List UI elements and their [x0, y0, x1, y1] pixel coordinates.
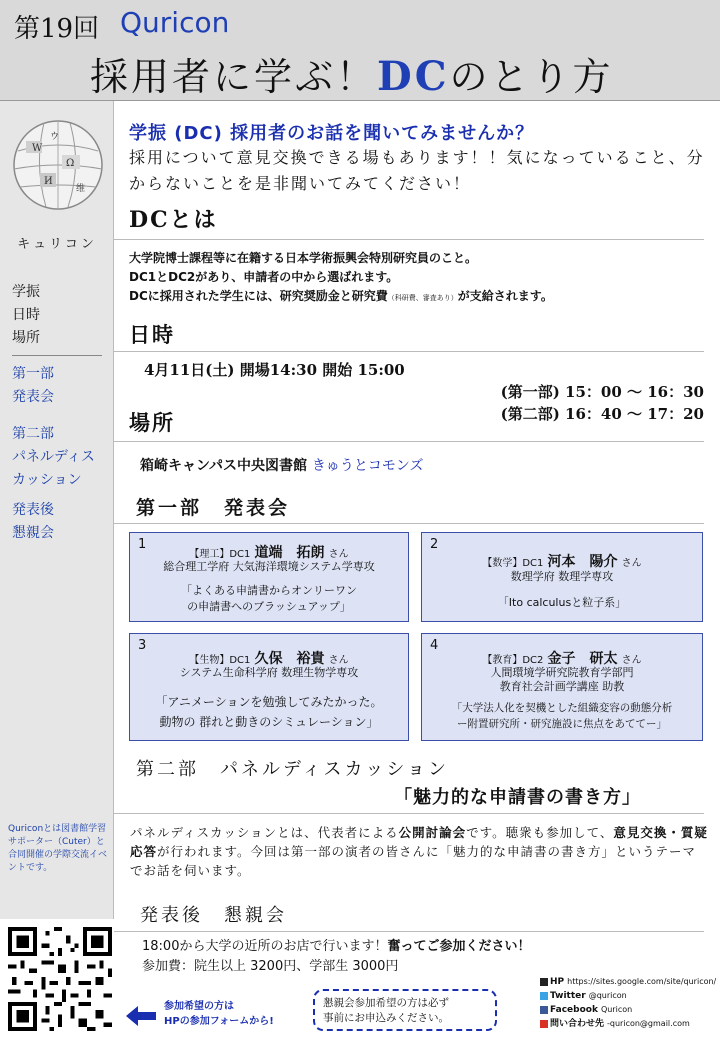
panel-description [130, 823, 708, 880]
party-line-1 [142, 937, 530, 957]
part-times [501, 381, 704, 425]
intro-lead: 学振 (DC) 採用者のお話を聞いてみませんか？ [129, 123, 535, 144]
speaker-affiliation-line: 教育社会計画学講座 助教 [499, 680, 625, 693]
speaker-heading [422, 648, 702, 668]
speaker-number: 3 [138, 638, 147, 653]
dc-line-2: DC1とDC2があり、申請者の中から選ばれます。 [129, 270, 399, 284]
speaker-affiliation: 総合理工学府 大気海洋環境システム学専攻 [163, 560, 375, 573]
title-pre: 採用者に学ぶ！ [90, 55, 378, 99]
signup-hint-line-1: 参加希望の方は [164, 1001, 234, 1012]
issue-number: 第19回 [14, 14, 100, 44]
title-post: のとり方 [449, 55, 614, 99]
contact-twitter[interactable] [540, 989, 718, 1003]
speaker-affiliation: 数理学府 数理学専攻 [510, 570, 614, 583]
panel-text-qa: 意見交換・質疑応答 [130, 825, 708, 859]
sidebar-note: Quriconとは図書館学習サポーター（Cuter）と合同開催の学際交流イベントです。 [8, 824, 108, 873]
venue [140, 455, 424, 475]
signup-hint-line-2: HPの参加フォームから! [164, 1016, 274, 1027]
contact-email[interactable] [540, 1017, 718, 1031]
sidebar-caption: キュリコン [17, 237, 97, 252]
speaker-heading [130, 542, 408, 562]
venue-name: 箱崎キャンパス中央図書館 [140, 458, 312, 474]
svg-text:ウ: ウ [50, 132, 60, 142]
speaker-topic-line: ー附置研究所・研究施設に焦点をあててー」 [457, 718, 667, 730]
schedule-date: 4月11日(土) 開場14:30 開始 15:00 [144, 361, 405, 379]
dc-line-1: 大学院博士課程等に在籍する日本学術振興会特別研究員のこと。 [129, 251, 478, 265]
panel-text-c: です。聴衆も参加して、 [466, 825, 614, 840]
qr-code-icon[interactable] [8, 927, 112, 1031]
contact-label: 問い合わせ先 [550, 1019, 605, 1029]
speaker-topic [422, 700, 702, 732]
speaker-topic-line: 「Ito calculusと粒子系」 [497, 596, 627, 609]
twitter-icon [540, 992, 548, 1000]
sidebar-divider [12, 355, 102, 356]
speaker-number: 2 [430, 537, 439, 552]
svg-text:维: 维 [76, 184, 86, 194]
panel-theme: 「魅力的な申請書の書き方」 [394, 787, 641, 808]
speaker-affiliation [422, 666, 702, 694]
speaker-tag: 【教育】DC2 [482, 655, 544, 666]
dc-line-3 [129, 287, 719, 308]
contact-hp[interactable] [540, 975, 718, 989]
dc-description [129, 249, 719, 308]
globe-logo-icon [4, 111, 112, 223]
footer [0, 919, 720, 1040]
sidebar-item-part2[interactable]: 第二部 [12, 426, 54, 442]
dc-line-3a: DCに採用された学生には、研究奨励金と研究費 [129, 289, 388, 303]
svg-text:И: И [44, 176, 53, 187]
speaker-card-4 [421, 633, 703, 741]
home-icon [540, 978, 548, 986]
section-rule [114, 239, 704, 240]
speaker-name: 河本 陽介 [547, 554, 618, 570]
panel-text-public-debate: 公開討論会 [398, 825, 467, 840]
speaker-topic [130, 583, 408, 615]
dc-line-3-note: （科研費、審査あり） [387, 294, 458, 302]
sidebar-item-presentations[interactable]: 発表会 [12, 389, 54, 405]
section-title-part2: 第二部 パネルディスカッション [136, 759, 450, 780]
signup-hint[interactable] [120, 997, 310, 1031]
facebook-icon [540, 1006, 548, 1014]
contact-value: https://sites.google.com/site/quricon/ [567, 977, 717, 986]
speaker-honorific: さん [328, 549, 349, 560]
party-line-1a: 18:00から大学の近所のお店で行います！ [142, 939, 388, 954]
svg-text:W: W [32, 143, 43, 154]
sidebar [0, 101, 114, 919]
speaker-name: 久保 裕貴 [254, 651, 325, 667]
sidebar-item-panel[interactable]: パネルディス [12, 449, 95, 465]
contact-value: @quricon [588, 991, 627, 1000]
speaker-card-1 [129, 532, 409, 622]
header [0, 0, 720, 101]
sidebar-group-part1[interactable] [12, 363, 54, 409]
speaker-topic [130, 692, 408, 732]
speaker-honorific: さん [621, 655, 642, 666]
speaker-name: 金子 研太 [547, 651, 618, 667]
dc-line-3b: が支給されます。 [457, 289, 553, 303]
speaker-heading [422, 551, 702, 571]
speaker-honorific: さん [328, 655, 349, 666]
signup-hint-text [164, 999, 274, 1029]
section-rule [114, 441, 704, 442]
contact-label: Twitter [550, 991, 586, 1001]
svg-text:Ω: Ω [66, 158, 75, 169]
speaker-honorific: さん [621, 558, 642, 569]
sidebar-item-gakushin[interactable]: 学振 [12, 284, 40, 300]
speaker-number: 1 [138, 537, 147, 552]
panel-text-a: パネルディスカッションとは、代表者による [130, 825, 399, 840]
page-title [90, 46, 614, 101]
intro-sub: 採用について意見交換できる場もあります！！気になっていること、分からないことを是非聞いてみてください！ [129, 148, 705, 193]
speaker-card-2 [421, 532, 703, 622]
party-fee: 参加費：院生以上 3200円、学部生 3000円 [142, 959, 399, 974]
section-rule [114, 523, 704, 524]
party-line-1b: 奮ってご参加ください！ [387, 939, 531, 954]
sidebar-group-party[interactable] [12, 499, 54, 545]
sidebar-item-after[interactable]: 発表後 [12, 502, 54, 518]
contact-value: Quricon [600, 1005, 633, 1014]
arrow-left-icon [124, 1005, 158, 1027]
section-rule [114, 813, 704, 814]
brand-name: Quricon [120, 6, 230, 39]
party-details [142, 937, 530, 977]
speaker-topic-line: の申請書へのブラッシュアップ」 [187, 600, 351, 613]
part1-time: (第一部) 15：00 ～ 16：30 [500, 383, 704, 401]
sidebar-group-part2[interactable] [12, 423, 95, 492]
speaker-topic [422, 595, 702, 611]
speaker-heading [130, 648, 408, 668]
sidebar-item-datetime[interactable]: 日時 [12, 307, 40, 323]
contact-label: HP [550, 977, 565, 987]
section-title-part1: 第一部 発表会 [136, 497, 291, 519]
speaker-affiliation-line: 人間環境学研究院教育学部門 [490, 666, 634, 679]
notice-line-2: 事前にお申込みください。 [323, 1012, 449, 1024]
title-dc: DC [377, 53, 450, 100]
speaker-tag: 【生物】DC1 [189, 655, 251, 666]
section-rule [114, 351, 704, 352]
library-name: きゅうとコモンズ [311, 458, 424, 474]
sidebar-item-discussion[interactable]: カッション [12, 472, 82, 488]
speaker-card-3 [129, 633, 409, 741]
mail-icon [540, 1020, 548, 1028]
section-title-place: 場所 [129, 410, 175, 435]
section-title-datetime: 日時 [129, 322, 175, 347]
sidebar-item-place[interactable]: 場所 [12, 330, 40, 346]
section-title-party: 発表後 懇親会 [140, 905, 287, 926]
speaker-topic-line: 動物の 群れと動きのシミュレーション」 [159, 715, 379, 729]
speaker-affiliation: システム生命科学府 数理生物学専攻 [179, 666, 359, 679]
speaker-topic-line: 「アニメーションを勉強してみたかった。 [155, 695, 383, 709]
sidebar-item-part1[interactable]: 第一部 [12, 366, 54, 382]
notice-line-1: 懇親会参加希望の方は必ず [323, 997, 449, 1009]
panel-text-d: が行われます。今回は第一部の演者の皆さんに「魅力的な申請書の書き方」というテーマでお話を伺います。 [130, 844, 697, 878]
speaker-tag: 【理工】DC1 [189, 549, 251, 560]
contact-label: Facebook [550, 1005, 598, 1015]
speaker-tag: 【数学】DC1 [482, 558, 544, 569]
speaker-name: 道端 拓朗 [254, 545, 325, 561]
contact-list [540, 975, 718, 1031]
advance-registration-notice [313, 989, 497, 1031]
speaker-number: 4 [430, 638, 439, 653]
speaker-topic-line: 「大学法人化を契機とした組織変容の動態分析 [451, 702, 673, 714]
section-title-dc: DCとは [129, 207, 218, 233]
sidebar-item-party[interactable]: 懇親会 [12, 525, 54, 541]
sidebar-group-basics [12, 281, 40, 350]
contact-facebook[interactable] [540, 1003, 718, 1017]
speaker-topic-line: 「よくある申請書からオンリーワン [181, 584, 357, 597]
part2-time: (第二部) 16：40 ～ 17：20 [500, 405, 704, 423]
contact-value: -quricon@gmail.com [607, 1019, 690, 1028]
